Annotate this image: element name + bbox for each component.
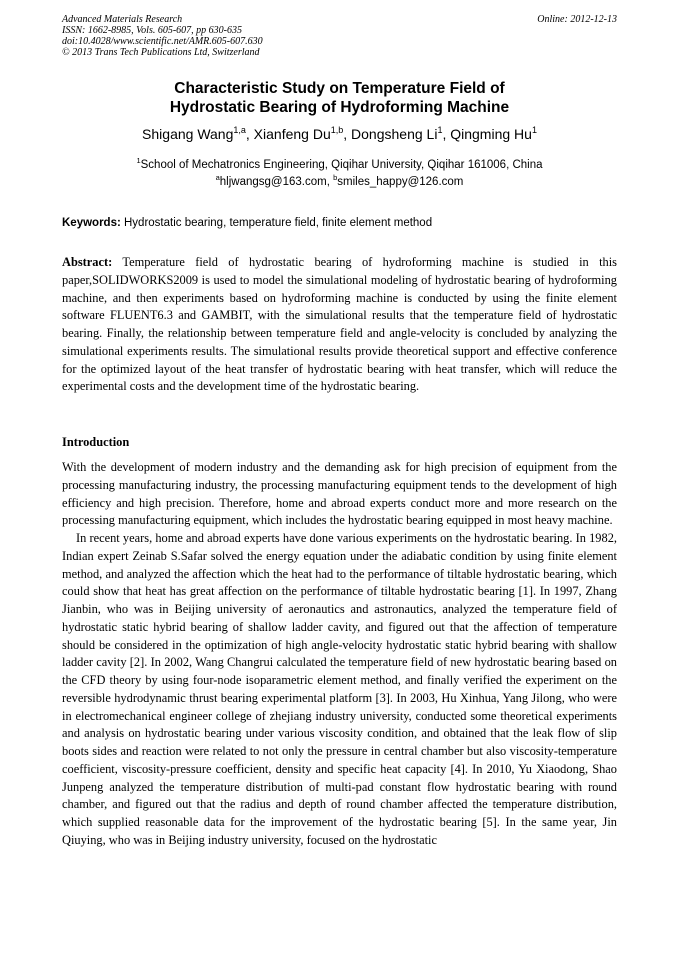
email-a-superscript: a: [215, 173, 220, 182]
online-date: Online: 2012-12-13: [537, 14, 617, 25]
journal-name: Advanced Materials Research: [62, 14, 183, 25]
author-superscript: 1,b: [330, 125, 344, 135]
author-separator: ,: [442, 126, 451, 142]
email-a[interactable]: hljwangsg@163.com,: [219, 176, 334, 188]
keywords-label: Keywords:: [62, 217, 121, 229]
author-name: Xianfeng Du: [253, 126, 331, 142]
affiliation-line: [62, 157, 617, 174]
email-b-superscript: b: [333, 173, 338, 182]
email-b[interactable]: smiles_happy@126.com: [337, 176, 464, 188]
affiliation-block: [62, 157, 617, 191]
keywords-line: [62, 216, 617, 230]
issn-line: ISSN: 1662-8985, Vols. 605-607, pp 630-635: [62, 25, 242, 36]
author-superscript: 1: [437, 125, 443, 135]
copyright-line: © 2013 Trans Tech Publications Ltd, Switzerland: [62, 47, 260, 58]
introduction-heading: Introduction: [62, 435, 130, 449]
abstract-text: Temperature field of hydrostatic bearing of hydroforming machine is studied in this paper,SOLIDWORKS2009 is used to model the simulational modeling of hydrostatic bearing of hydroforming machine, and then experiments based on hydroforming machine is conducted by using the finite element software FLUENT6.3 and GAMBIT, with the simulational results that the temperature field of hydrostatic bearing. Finally, the relationship between temperature field and angle-velocity is concluded by analyzing the simulational experiments results. The simulational results provide theoretical support and effective conference for the optimized layout of the heat transfer of hydrostatic bearing with heat transfer, which will reduce the experimental costs and the development time of the hydrostatic bearing.: [62, 255, 617, 394]
introduction-body: [62, 459, 617, 850]
introduction-paragraph-1: With the development of modern industry and the demanding ask for high precision of equipment from the processing manufacturing industry, the processing manufacturing equipment tends to the development of high efficiency and high precision. Therefore, home and abroad experts conduct more and more research on the processing manufacturing equipment, which includes the hydrostatic bearing equipped in most heavy machine.: [62, 460, 617, 528]
author-name: Dongsheng Li: [351, 126, 438, 142]
author-superscript: 1,a: [233, 125, 246, 135]
title-line-2: Hydrostatic Bearing of Hydroforming Machine: [169, 99, 510, 116]
keywords-text: Hydrostatic bearing, temperature field, finite element method: [120, 217, 433, 229]
abstract-label: Abstract:: [62, 255, 113, 269]
author-list: [62, 125, 617, 143]
title-line-1: Characteristic Study on Temperature Field of: [174, 80, 505, 97]
publication-header: [62, 14, 617, 58]
introduction-paragraph-2: In recent years, home and abroad experts have done various experiments on the hydrostatic bearing. In 1982, Indian expert Zeinab S.Safar solved the energy equation under the adiabatic condition by using finite element method, and analyzed the affection which the heat had to the performance of tiltable hydrostatic bearing, which could show that heat has great affection on the performance of tiltable hydrostatic bearing [1]. In 1997, Zhang Jianbin, who was in Beijing university of aeronautics and astronautics, analyzed the temperature field of hydrostatic static hybrid bearing of shallow ladder cavity, and figured out that the affection of temperature should be considered in the optimization of high angle-velocity hydrostatic static hybrid bearing with shallow ladder cavity [2]. In 2002, Wang Changrui calculated the temperature field of new hydrostatic bearing based on the CFD theory by using four-node isoparametric element method, and finally verified the experiment on the reversible hydrodynamic thrust bearing experimental platform [3]. In 2003, Hu Xinhua, Yang Jilong, who were in electromechanical engineer college of zhejiang industry university, conducted some theoretical experiments and analysis on hydrostatic bearing under various viscosity condition, and obtained that the leak flow of slip boots sides and reaction were related to not only the pressure in central chamber but also viscosity-temperature coefficient, viscosity-pressure coefficient, density and specific heat capacity [4]. In 2010, Yu Xiaodong, Shao Junpeng analyzed the temperature distribution of multi-pad constant flow hydrostatic bearing with round chamber, and figured out that the radius and depth of round chamber affected the temperature distribution, which supplied reasonable data for the improvement of the hydrostatic bearing [5]. In the same year, Jin Qiuying, who was in Beijing industry university, focused on the hydrostatic: [62, 531, 617, 847]
affiliation-superscript: 1: [136, 156, 141, 165]
author-separator: ,: [245, 126, 254, 142]
author-name: Qingming Hu: [450, 126, 532, 142]
paper-title: [62, 79, 617, 117]
author-superscript: 1: [531, 125, 537, 135]
doi-line: doi:10.4028/www.scientific.net/AMR.605-607.630: [62, 36, 263, 47]
author-separator: ,: [343, 126, 352, 142]
author-name: Shigang Wang: [142, 126, 234, 142]
abstract-paragraph: [62, 254, 617, 396]
affiliation-text: School of Mechatronics Engineering, Qiqihar University, Qiqihar 161006, China: [140, 159, 543, 171]
email-line: [62, 174, 617, 191]
